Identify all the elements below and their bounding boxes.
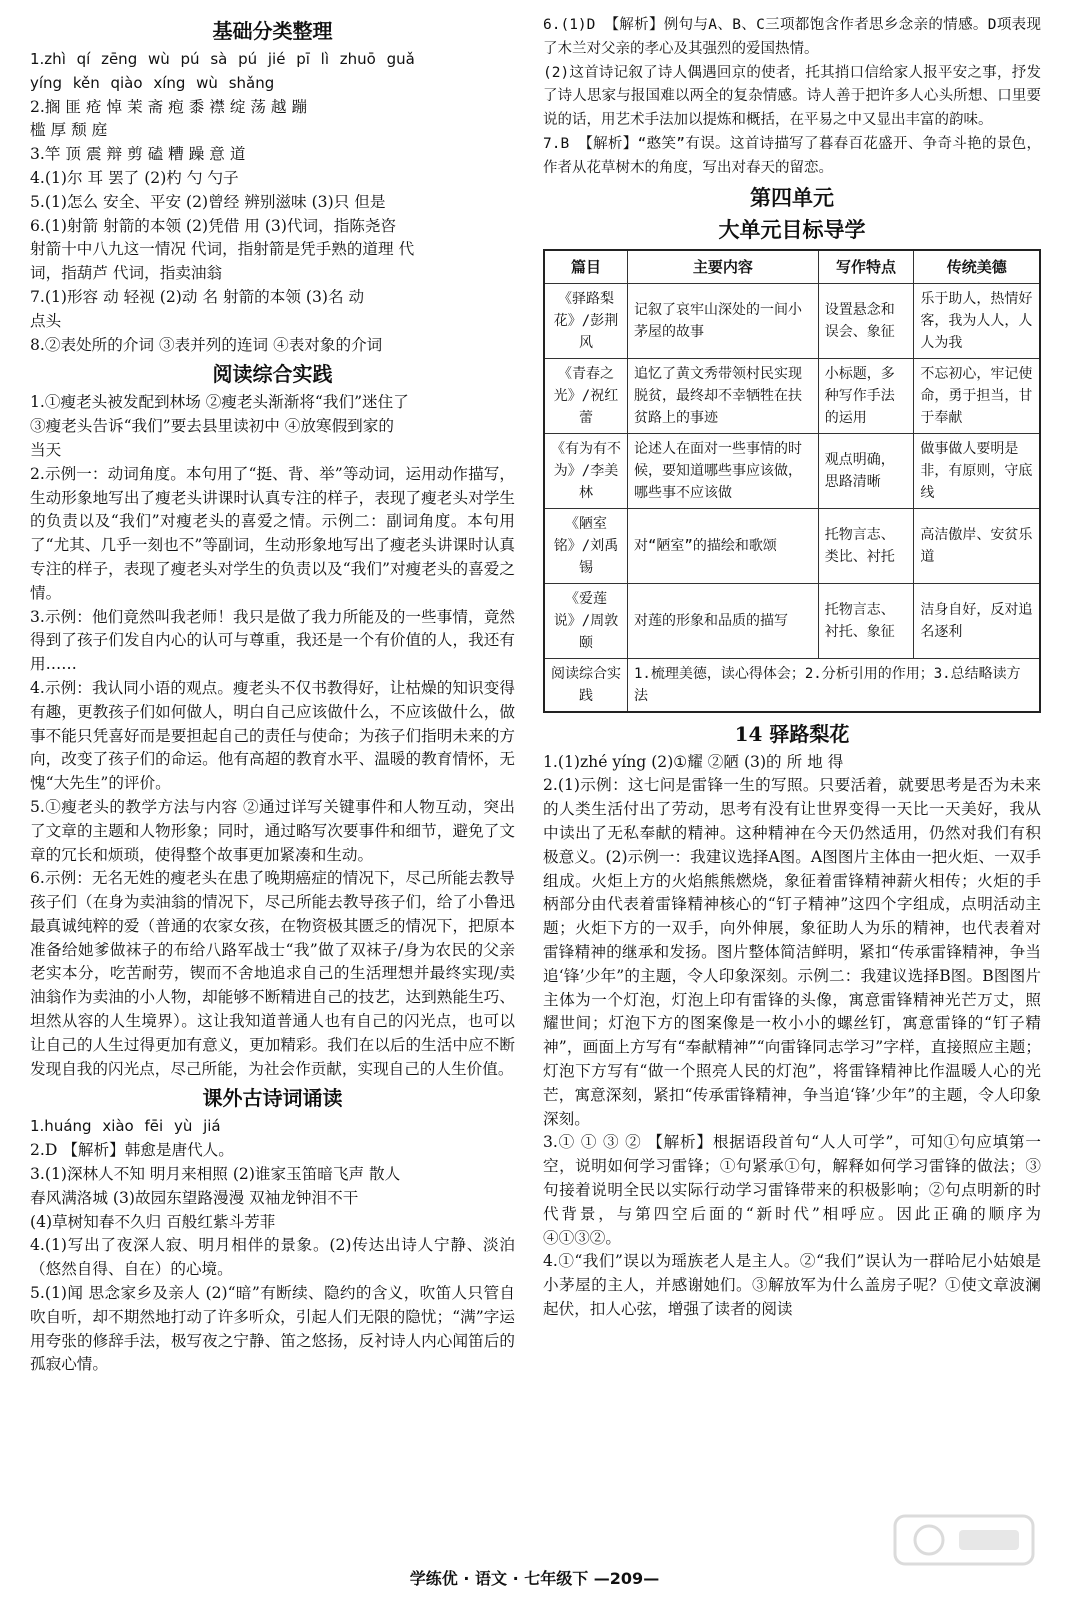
answer-line: yíng kěn qiào xíng wù shǎng (30, 73, 275, 92)
lesson-title: 14 驿路梨花 (734, 721, 850, 746)
answer-paragraph: 3.示例：他们竟然叫我老师！我只是做了我力所能及的一些事情，竟然得到了孩子们发自内心的认可与尊重，我还是一个有价值的人，我还有用…… (30, 607, 515, 674)
answer-line: 点头 (30, 311, 62, 330)
unit-title: 第四单元 (750, 185, 834, 210)
answer-line: 2.D 【解析】韩愈是唐代人。 (30, 1141, 234, 1160)
answer-line: 词，指葫芦 代词，指卖油翁 (30, 264, 223, 283)
table-row (544, 283, 1040, 358)
table-cell: 对“陋室”的描绘和歌颂 (628, 508, 819, 583)
answer-line: (4)草树知春不久归 百般红紫斗芳菲 (30, 1212, 276, 1231)
table-row (544, 433, 1040, 508)
table-cell: 设置悬念和误会、象征 (818, 283, 914, 358)
table-cell: 观点明确，思路清晰 (818, 433, 914, 508)
answer-line: 7.(1)形容 动 轻视 (2)动 名 射箭的本领 (3)名 动 (30, 287, 365, 306)
unit-subtitle: 大单元目标导学 (718, 217, 866, 242)
table-cell: 《驿路梨花》/彭荆风 (544, 283, 628, 358)
table-cell: 《青春之光》/祝红蕾 (544, 358, 628, 433)
table-header-cell: 传统美德 (914, 250, 1040, 284)
answer-line: 当天 (30, 440, 62, 459)
answer-paragraph: 5.(1)闻 思念家乡及亲人 (2)“暗”有断续、隐约的含义，吹笛人只管自吹自听，却不期然地打动了许多听众，引起人们无限的隐忧；“满”字运用夸张的修辞手法，极写夜之宁静、笛之悠扬，反衬诗人内心闻笛后的孤寂心情。 (30, 1284, 515, 1374)
answer-paragraph: 6.(1)D 【解析】例句与A、B、C三项都饱含作者思乡念亲的情感。D项表现了木兰对父亲的孝心及其强烈的爱国热情。 (543, 17, 1041, 57)
table-cell: 高洁傲岸、安贫乐道 (914, 508, 1040, 583)
section-title-reading: 阅读综合实践 (212, 362, 333, 387)
answer-line: 5.(1)怎么 安全、平安 (2)曾经 辨别滋味 (3)只 但是 (30, 192, 386, 211)
answer-line: 1.(1)zhé yíng (2)①耀 ②陋 (3)的 所 地 得 (543, 752, 844, 771)
answer-paragraph: (2)这首诗记叙了诗人偶遇回京的使者，托其捎口信给家人报平安之事，抒发了诗人思家与报国难以两全的复杂情感。诗人善于把许多人心头所想、口里要说的话，用艺术手法加以提炼和概括，在平易之中又显出丰富的韵味。 (543, 64, 1041, 129)
table-cell: 托物言志、衬托、象征 (818, 583, 914, 658)
answer-line: 8.②表处所的介词 ③表并列的连词 ④表对象的介词 (30, 335, 383, 354)
section-title-poetry: 课外古诗词诵读 (202, 1086, 343, 1111)
answer-paragraph: 3.① ① ③ ② 【解析】根据语段首句“人人可学”，可知①句应填第一空，说明如何学习雷锋；①句紧承①句，解释如何学习雷锋的做法；③句接着说明全民以实际行动学习雷锋带来的积极影响；②句点明新的时代背景，与第四空后面的“新时代”相呼应。因此正确的顺序为④①③②。 (543, 1133, 1041, 1247)
answer-paragraph: 4.示例：我认同小语的观点。瘦老头不仅书教得好，让枯燥的知识变得有趣，更教孩子们如何做人，明白自己应该做什么，不应该做什么，做事不能只凭喜好而是要担起自己的责任与使命；为孩子们指明未来的方向，改变了孩子们的命运。他有高超的教育水平、温暖的教育情怀，无愧“大先生”的评价。 (30, 678, 515, 793)
table-cell: 《有为有不为》/李美林 (544, 433, 628, 508)
answer-line: 射箭十中八九这一情况 代词，指射箭是凭手熟的道理 代 (30, 240, 415, 259)
table-cell: 对莲的形象和品质的描写 (628, 583, 819, 658)
answer-line: 槛 厚 颓 庭 (30, 121, 108, 140)
right-column (543, 14, 1041, 1322)
answer-paragraph: 6.示例：无名无姓的瘦老头在患了晚期癌症的情况下，尽己所能去教导孩子们（在身为卖油翁的情况下，尽己所能去教导孩子们，给了小鲁迅最真诚纯粹的爱（普通的农家女孩，在物资极其匮乏的情况下，把原本准备给她爹做袜子的布给八路军战士“我”做了双袜子/身为农民的父亲老实本分，吃苦耐劳，锲而不舍地追求自己的生活理想并最终实现/卖油翁作为卖油的小人物，却能够不断精进自己的技艺，达到熟能生巧、坦然从容的人生境界）。这让我知道普通人也有自己的闪光点，也可以让自己的人生过得更加有意义，更加精彩。我们在以后的生活中应不断发现自我的闪光点，尽己所能，为社会作贡献，实现自己的人生价值。 (30, 869, 515, 1078)
watermark-logo-icon (889, 1510, 1039, 1570)
table-header-cell: 主要内容 (628, 250, 819, 284)
table-cell: 阅读综合实践 (544, 658, 628, 712)
table-row (544, 583, 1040, 658)
left-column (30, 14, 515, 1377)
answer-paragraph: 4.①“我们”误以为瑶族老人是主人。②“我们”误认为一群哈尼小姑娘是小茅屋的主人，并感谢她们。③解放军为什么盖房子呢？①使文章波澜起伏，扣人心弦，增强了读者的阅读 (543, 1252, 1041, 1318)
table-row (544, 658, 1040, 712)
section-title-basics: 基础分类整理 (212, 19, 333, 43)
table-cell: 小标题，多种写作手法的运用 (818, 358, 914, 433)
table-cell: 托物言志、类比、衬托 (818, 508, 914, 583)
table-cell: 《爱莲说》/周敦颐 (544, 583, 628, 658)
answer-paragraph: 2.示例一：动词角度。本句用了“挺、背、举”等动词，运用动作描写，生动形象地写出了瘦老头讲课时认真专注的样子，表现了瘦老头对学生的负责以及“我们”对瘦老头的喜爱之情。示例二：副词角度。本句用了“尤其、几乎一刻也不”等副词，生动形象地写出了瘦老头讲课时认真专注的样子，表现了瘦老头对学生的负责以及“我们”对瘦老头的喜爱之情。 (30, 464, 515, 602)
table-header-cell: 篇目 (544, 250, 628, 284)
answer-line: 1.zhì qí zēng wù pú sà pú jié pī lì zhuō guǎ (30, 50, 415, 68)
unit-goals-table (543, 249, 1041, 713)
answer-paragraph: 5.①瘦老头的教学方法与内容 ②通过详写关键事件和人物互动，突出了文章的主题和人物形象；同时，通过略写次要事件和细节，避免了文章的冗长和烦琐，使得整个故事更加紧凑和生动。 (30, 797, 515, 864)
answer-line: 2.搁 匪 疮 悼 茉 斋 疱 黍 襟 绽 荡 越 蹦 (30, 97, 308, 116)
table-cell: 乐于助人，热情好客，我为人人，人人为我 (914, 283, 1040, 358)
answer-paragraph: 2.(1)示例：这七问是雷锋一生的写照。只要活着，就要思考是否为未来的人类生活付出了劳动，思考有没有让世界变得一天比一天美好，我从中读出了无私奉献的精神。这种精神在今天仍然适用，仍然对我们有积极意义。(2)示例一：我建议选择A图。A图图片主体由一把火炬、一双手组成。火炬上方的火焰熊熊燃烧，象征着雷锋精神薪火相传；火炬的手柄部分由代表着雷锋精神核心的“钉子精神”这四个字组成，点明活动主题；火炬下方的一双手，向外伸展，象征助人为乐的精神，也代表着对雷锋精神的继承和发扬。图片整体简洁鲜明，紧扣“传承雷锋精神，争当追‘锋’少年”的主题，令人印象深刻。示例二：我建议选择B图。B图图片主体为一个灯泡，灯泡上印有雷锋的头像，寓意雷锋精神光芒万丈，照耀世间；灯泡下方的图案像是一枚小小的螺丝钉，寓意雷锋的“钉子精神”，画面上方写有“奉献精神”“向雷锋同志学习”字样，直接照应主题；灯泡下方写有“做一个照亮人民的灯泡”，将雷锋精神比作温暖人心的光芒，寓意深刻，紧扣“传承雷锋精神，争当追‘锋’少年”的主题，令人印象深刻。 (543, 776, 1041, 1128)
answer-line: 春风满洛城 (3)故园东望路漫漫 双袖龙钟泪不干 (30, 1188, 359, 1207)
table-cell: 不忘初心，牢记使命，勇于担当，甘于奉献 (914, 358, 1040, 433)
answer-line: 4.(1)尔 耳 罢了 (2)杓 勺 勺子 (30, 168, 239, 187)
table-header-cell: 写作特点 (818, 250, 914, 284)
table-cell: 记叙了哀牢山深处的一间小茅屋的故事 (628, 283, 819, 358)
table-cell: 做事做人要明是非，有原则，守底线 (914, 433, 1040, 508)
table-cell: 论述人在面对一些事情的时候，要知道哪些事应该做，哪些事不应该做 (628, 433, 819, 508)
page-footer: 学练优 · 语文 · 七年级下 —209— (409, 1569, 660, 1588)
answer-line: 1.①瘦老头被发配到林场 ②瘦老头渐渐将“我们”迷住了 (30, 393, 409, 412)
answer-line: 6.(1)射箭 射箭的本领 (2)凭借 用 (3)代词，指陈尧咨 (30, 216, 397, 235)
table-row (544, 358, 1040, 433)
answer-line: 3.竿 顶 震 辩 剪 磕 糟 躁 意 道 (30, 145, 246, 164)
table-cell: 洁身自好，反对追名逐利 (914, 583, 1040, 658)
answer-line: 1.huáng xiào fēi yù jiá (30, 1117, 221, 1136)
answer-paragraph: 7.B 【解析】“憨笑”有误。这首诗描写了暮春百花盛开、争奇斗艳的景色，作者从花草树木的角度，写出对春天的留恋。 (543, 135, 1041, 176)
table-row (544, 508, 1040, 583)
table-header-row (544, 250, 1040, 284)
table-cell: 追忆了黄文秀带领村民实现脱贫，最终却不幸牺牲在扶贫路上的事迹 (628, 358, 819, 433)
table-cell: 《陋室铭》/刘禹锡 (544, 508, 628, 583)
table-cell: 1.梳理美德，读心得体会；2.分析引用的作用；3.总结略读方法 (628, 658, 1041, 712)
answer-line: ③瘦老头告诉“我们”要去县里读初中 ④放寒假到家的 (30, 417, 394, 436)
answer-paragraph: 4.(1)写出了夜深人寂、明月相伴的景象。(2)传达出诗人宁静、淡泊（悠然自得、自在）的心境。 (30, 1236, 515, 1279)
answer-line: 3.(1)深林人不知 明月来相照 (2)谁家玉笛暗飞声 散人 (30, 1165, 401, 1184)
